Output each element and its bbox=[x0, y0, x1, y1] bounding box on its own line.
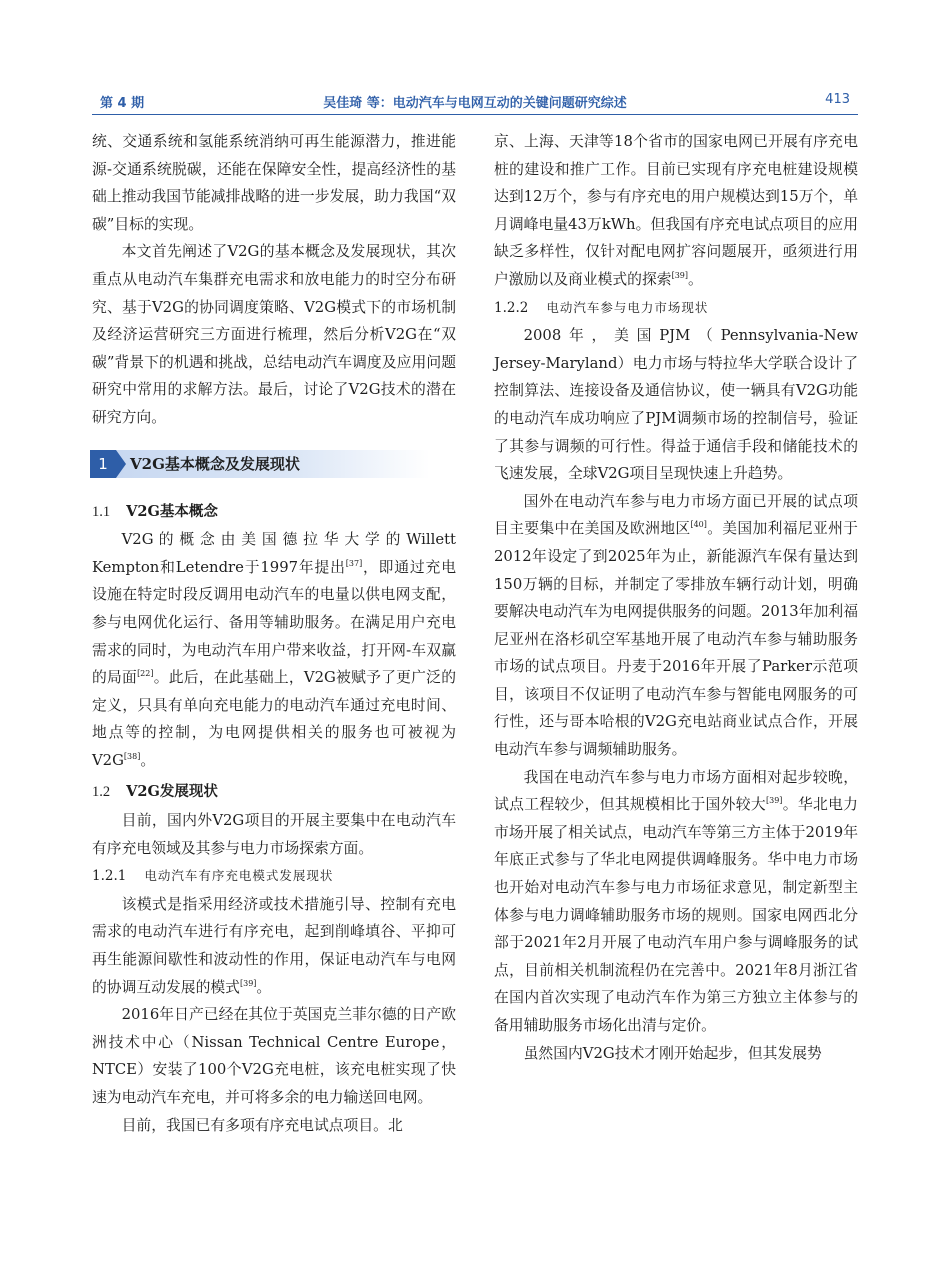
citation-ref[interactable]: [39] bbox=[671, 271, 688, 281]
subsection-title: V2G基本概念 bbox=[126, 502, 218, 520]
text-run: V2G 的 概 念 由 美 国 德 拉 华 大 学 的 Willett Kempton和Letendre于1997年提出 bbox=[92, 531, 456, 576]
text-run: 该模式是指采用经济或技术措施引导、控制有充电需求的电动汽车进行有序充电，起到削峰填谷、平抑可再生能源间歇性和波动性的作用，保证电动汽车与电网的协调互动发展的模式 bbox=[92, 895, 456, 996]
page-number: 413 bbox=[825, 92, 850, 107]
text-run: 。华北电力市场开展了相关试点，电动汽车等第三方主体于2019年年底正式参与了华北电网提供调峰服务。华中电力市场也开始对电动汽车参与电力市场征求意见，制定新型主体参与电力调峰辅助服务市场的规则。国家电网西北分部于2021年2月开展了电动汽车用户参与调峰服务的试点，目前相关机制流程仍在完善中。2021年8月浙江省在国内首次实现了电动汽车作为第三方独立主体参与的备用辅助服务市场化出清与定价。 bbox=[494, 796, 858, 1034]
citation-ref[interactable]: [39] bbox=[766, 796, 783, 806]
text-run: 。美国加利福尼亚州于2012年设定了到2025年为止，新能源汽车保有量达到150万辆的目标，并制定了零排放车辆行动计划，明确要解决电动汽车为电网提供服务的问题。2013年加利福尼亚州在洛杉矶空军基地开展了电动汽车参与辅助服务市场的试点项目。丹麦于2016年开展了Parker示范项目，该项目不仅证明了电动汽车参与智能电网服务的可行性，还与哥本哈根的V2G充电站商业试点合作，开展电动汽车参与调频辅助服务。 bbox=[494, 520, 858, 759]
paragraph: 2008年，美国PJM（Pennsylvania-New Jersey-Maryland）电力市场与特拉华大学联合设计了控制算法、连接设备及通信协议，使一辆具有V2G功能的电动汽车成功响应了PJM调频市场的控制信号，验证了其参与调频的可行性。得益于通信手段和储能技术的飞速发展，全球V2G项目呈现快速上升趋势。 bbox=[494, 327, 858, 483]
issue-number: 第 4 期 bbox=[100, 96, 145, 111]
text-run: ，即通过充电设施在特定时段反调用电动汽车的电量以供电网支配，参与电网优化运行、备用等辅助服务。在满足用户充电需求的同时，为电动汽车用户带来收益，打开网-车双赢的局面 bbox=[92, 558, 456, 687]
paragraph: 目前，我国已有多项有序充电试点项目。北 bbox=[121, 1116, 403, 1134]
text-run: 。 bbox=[688, 270, 703, 288]
subsubsection-title: 电动汽车参与电力市场现状 bbox=[546, 299, 709, 315]
subsubsection-number: 1.2.1 bbox=[92, 868, 127, 885]
right-column bbox=[494, 128, 858, 1067]
subsubsection-title: 电动汽车有序充电模式发展现状 bbox=[144, 868, 334, 884]
text-run: 。此后，在此基础上，V2G被赋予了更广泛的定义，只具有单向充电能力的电动汽车通过充电时间、地点等的控制，为电网提供相关的服务也可被视为V2G bbox=[92, 669, 456, 769]
subsubsection-heading-1-2-2 bbox=[494, 294, 858, 323]
text-run: 我国在电动汽车参与电力市场方面相对起步较晚，试点工程较少，但其规模相比于国外较大 bbox=[494, 768, 858, 814]
citation-ref[interactable]: [22] bbox=[137, 669, 154, 679]
paragraph bbox=[494, 764, 858, 1040]
subsection-number: 1.1 bbox=[92, 503, 111, 520]
section-title: V2G基本概念及发展现状 bbox=[130, 454, 300, 473]
left-column bbox=[92, 128, 456, 1139]
text-run: 。 bbox=[256, 978, 272, 996]
text-run: 。 bbox=[140, 751, 156, 769]
paragraph: 目前，国内外V2G项目的开展主要集中在电动汽车有序充电领域及其参与电力市场探索方面。 bbox=[92, 812, 456, 857]
subsubsection-heading-1-2-1 bbox=[92, 862, 456, 891]
citation-ref[interactable]: [40] bbox=[690, 520, 707, 530]
subsection-heading-1-2 bbox=[92, 778, 456, 807]
section-heading-1 bbox=[90, 450, 430, 478]
section-marker-arrow bbox=[116, 450, 126, 478]
subsection-number: 1.2 bbox=[92, 784, 111, 801]
citation-ref[interactable]: [38] bbox=[123, 751, 141, 761]
paragraph: 统、交通系统和氢能系统消纳可再生能源潜力，推进能源-交通系统脱碳，还能在保障安全性，提高经济性的基础上推动我国节能减排战略的进一步发展，助力我国“双碳”目标的实现。 bbox=[92, 133, 456, 233]
subsection-heading-1-1 bbox=[92, 498, 456, 527]
subsection-title: V2G发展现状 bbox=[126, 783, 218, 801]
paragraph bbox=[494, 488, 858, 764]
text-run: 京、上海、天津等18个省市的国家电网已开展有序充电桩的建设和推广工作。目前已实现有序充电桩建设规模达到12万个，参与有序充电的用户规模达到15万个，单月调峰电量43万kWh。但我国有序充电试点项目的应用缺乏多样性，仅针对配电网扩容问题展开，亟须进行用户激励以及商业模式的探索 bbox=[494, 133, 858, 288]
paragraph bbox=[92, 891, 456, 1001]
paragraph: 2016年日产已经在其位于英国克兰菲尔德的日产欧洲技术中心（Nissan Technical Centre Europe，NTCE）安装了100个V2G充电桩，该充电桩实现了快速为电动汽车充电，并可将多余的电力输送回电网。 bbox=[92, 1006, 456, 1106]
paragraph bbox=[92, 526, 456, 774]
running-header bbox=[92, 88, 858, 115]
paragraph: 本文首先阐述了V2G的基本概念及发展现状，其次重点从电动汽车集群充电需求和放电能力的时空分布研究、基于V2G的协同调度策略、V2G模式下的市场机制及经济运营研究三方面进行梳理，然后分析V2G在“双碳”背景下的机遇和挑战，总结电动汽车调度及应用问题研究中常用的求解方法。最后，讨论了V2G技术的潜在研究方向。 bbox=[92, 243, 456, 426]
citation-ref[interactable]: [37] bbox=[345, 558, 363, 568]
subsubsection-number: 1.2.2 bbox=[494, 299, 529, 316]
running-title: 吴佳琦 等：电动汽车与电网互动的关键问题研究综述 bbox=[323, 96, 627, 111]
paragraph bbox=[494, 128, 858, 294]
text-run: 国外在电动汽车参与电力市场方面已开展的试点项目主要集中在美国及欧洲地区 bbox=[494, 492, 858, 538]
paragraph: 虽然国内V2G技术才刚开始起步，但其发展势 bbox=[523, 1044, 822, 1062]
section-number: 1 bbox=[90, 450, 116, 478]
citation-ref[interactable]: [39] bbox=[239, 978, 257, 988]
